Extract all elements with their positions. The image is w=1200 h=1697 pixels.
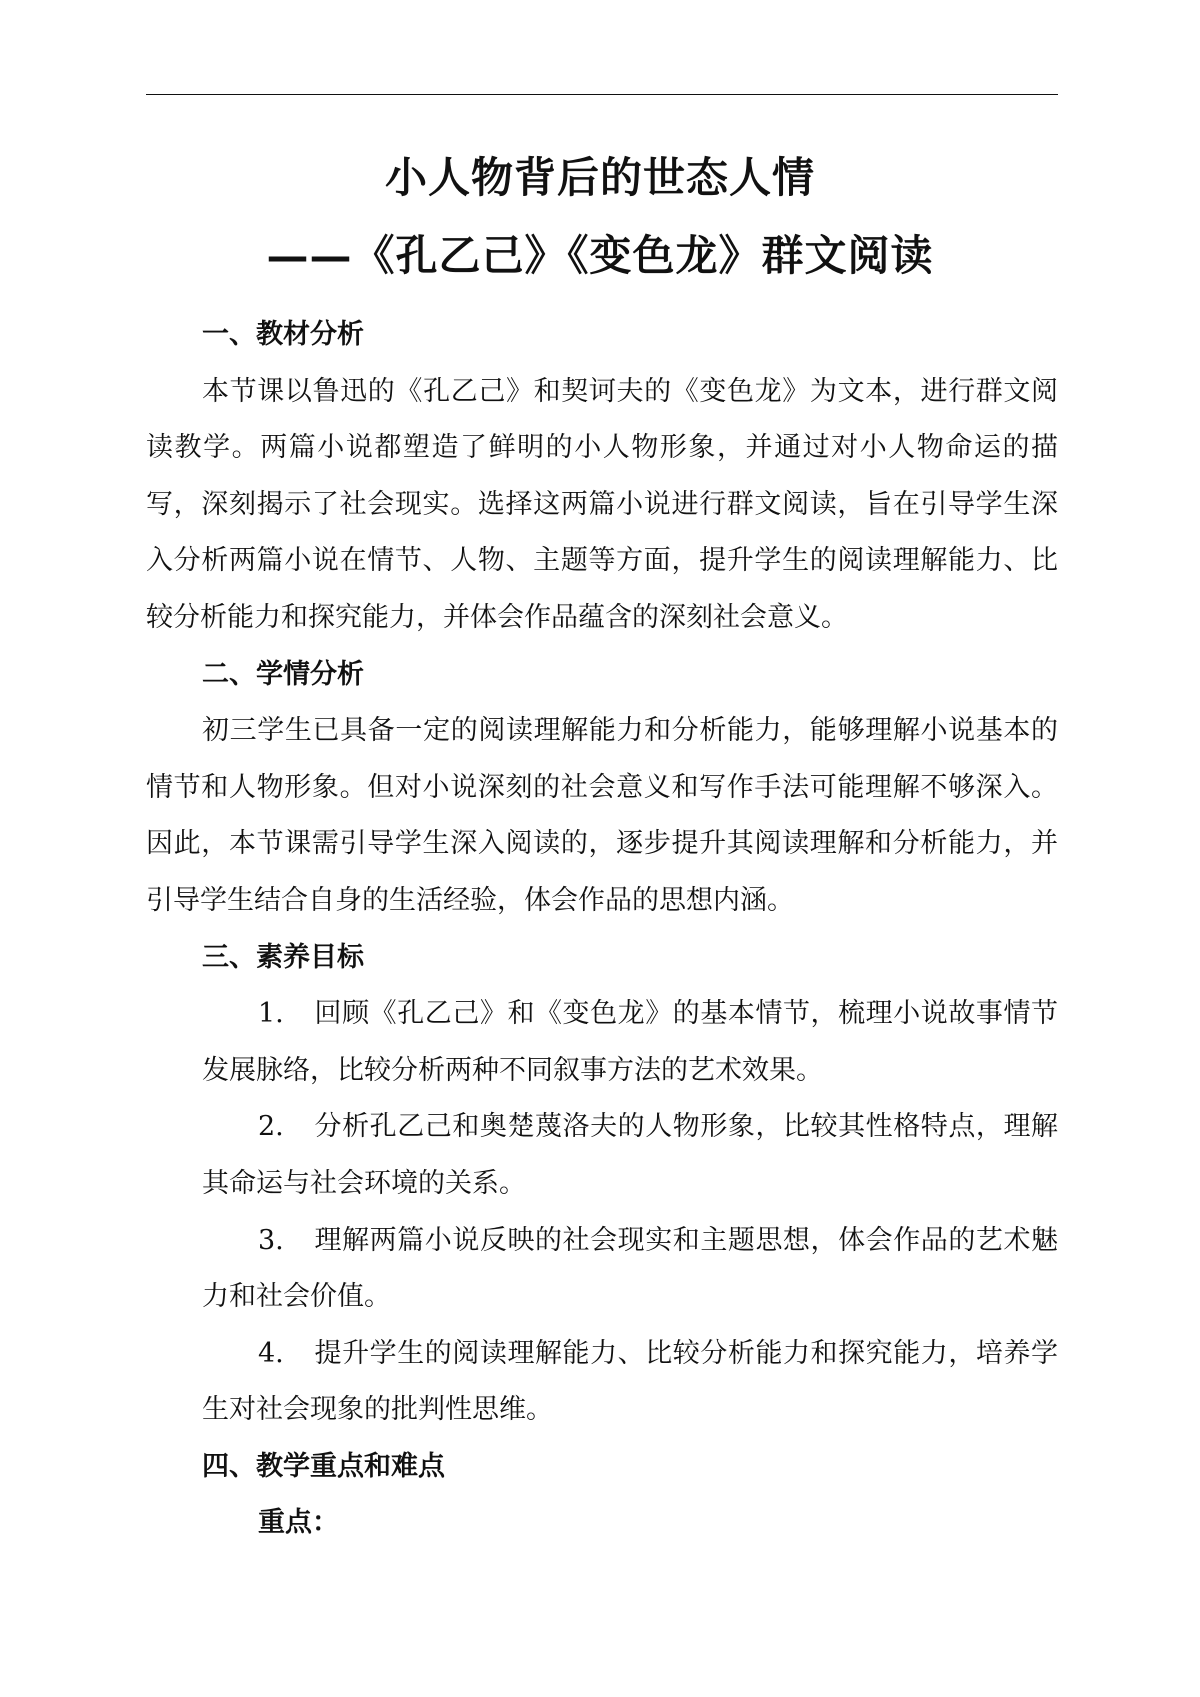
goal-item	[146, 1213, 1058, 1326]
goal-text: 提升学生的阅读理解能力、比较分析能力和探究能力，培养学生对社会现象的批判性思维。	[202, 1337, 1058, 1426]
goal-number: 2.	[258, 1111, 284, 1143]
section-heading-textbook-analysis: 一、教材分析	[202, 319, 364, 350]
subheading-key-point: 重点：	[258, 1507, 339, 1539]
page-title: 小人物背后的世态人情	[384, 153, 815, 202]
header-rule	[146, 94, 1058, 95]
section-paragraph-student-analysis: 初三学生已具备一定的阅读理解能力和分析能力，能够理解小说基本的情节和人物形象。但对小说深刻的社会意义和写作手法可能理解不够深入。因此，本节课需引导学生深入阅读的，逐步提升其阅读理解和分析能力，并引导学生结合自身的生活经验，体会作品的思想内涵。	[146, 715, 1058, 916]
section-paragraph-textbook-analysis: 本节课以鲁迅的《孔乙己》和契诃夫的《变色龙》为文本，进行群文阅读教学。两篇小说都塑造了鲜明的小人物形象，并通过对小人物命运的描写，深刻揭示了社会现实。选择这两篇小说进行群文阅读，旨在引导学生深入分析两篇小说在情节、人物、主题等方面，提升学生的阅读理解能力、比较分析能力和探究能力，并体会作品蕴含的深刻社会意义。	[146, 375, 1058, 633]
section-heading-student-analysis: 二、学情分析	[202, 658, 364, 690]
section-heading-literacy-goals: 三、素养目标	[202, 941, 364, 973]
goal-number: 3.	[258, 1224, 284, 1256]
goal-item	[146, 986, 1058, 1099]
goal-item	[146, 1326, 1058, 1439]
section-heading-key-points: 四、教学重点和难点	[202, 1450, 445, 1482]
page-subtitle: ——《孔乙己》《变色龙》群文阅读	[266, 231, 934, 280]
goal-text: 分析孔乙己和奥楚蔑洛夫的人物形象，比较其性格特点，理解其命运与社会环境的关系。	[202, 1111, 1058, 1199]
document-body	[146, 307, 1058, 1552]
goal-item	[146, 1099, 1058, 1212]
goal-text: 理解两篇小说反映的社会现实和主题思想，体会作品的艺术魅力和社会价值。	[202, 1224, 1058, 1313]
goal-number: 4.	[258, 1337, 284, 1369]
goal-number: 1.	[258, 998, 284, 1030]
goal-text: 回顾《孔乙己》和《变色龙》的基本情节，梳理小说故事情节发展脉络，比较分析两种不同叙事方法的艺术效果。	[202, 998, 1058, 1086]
